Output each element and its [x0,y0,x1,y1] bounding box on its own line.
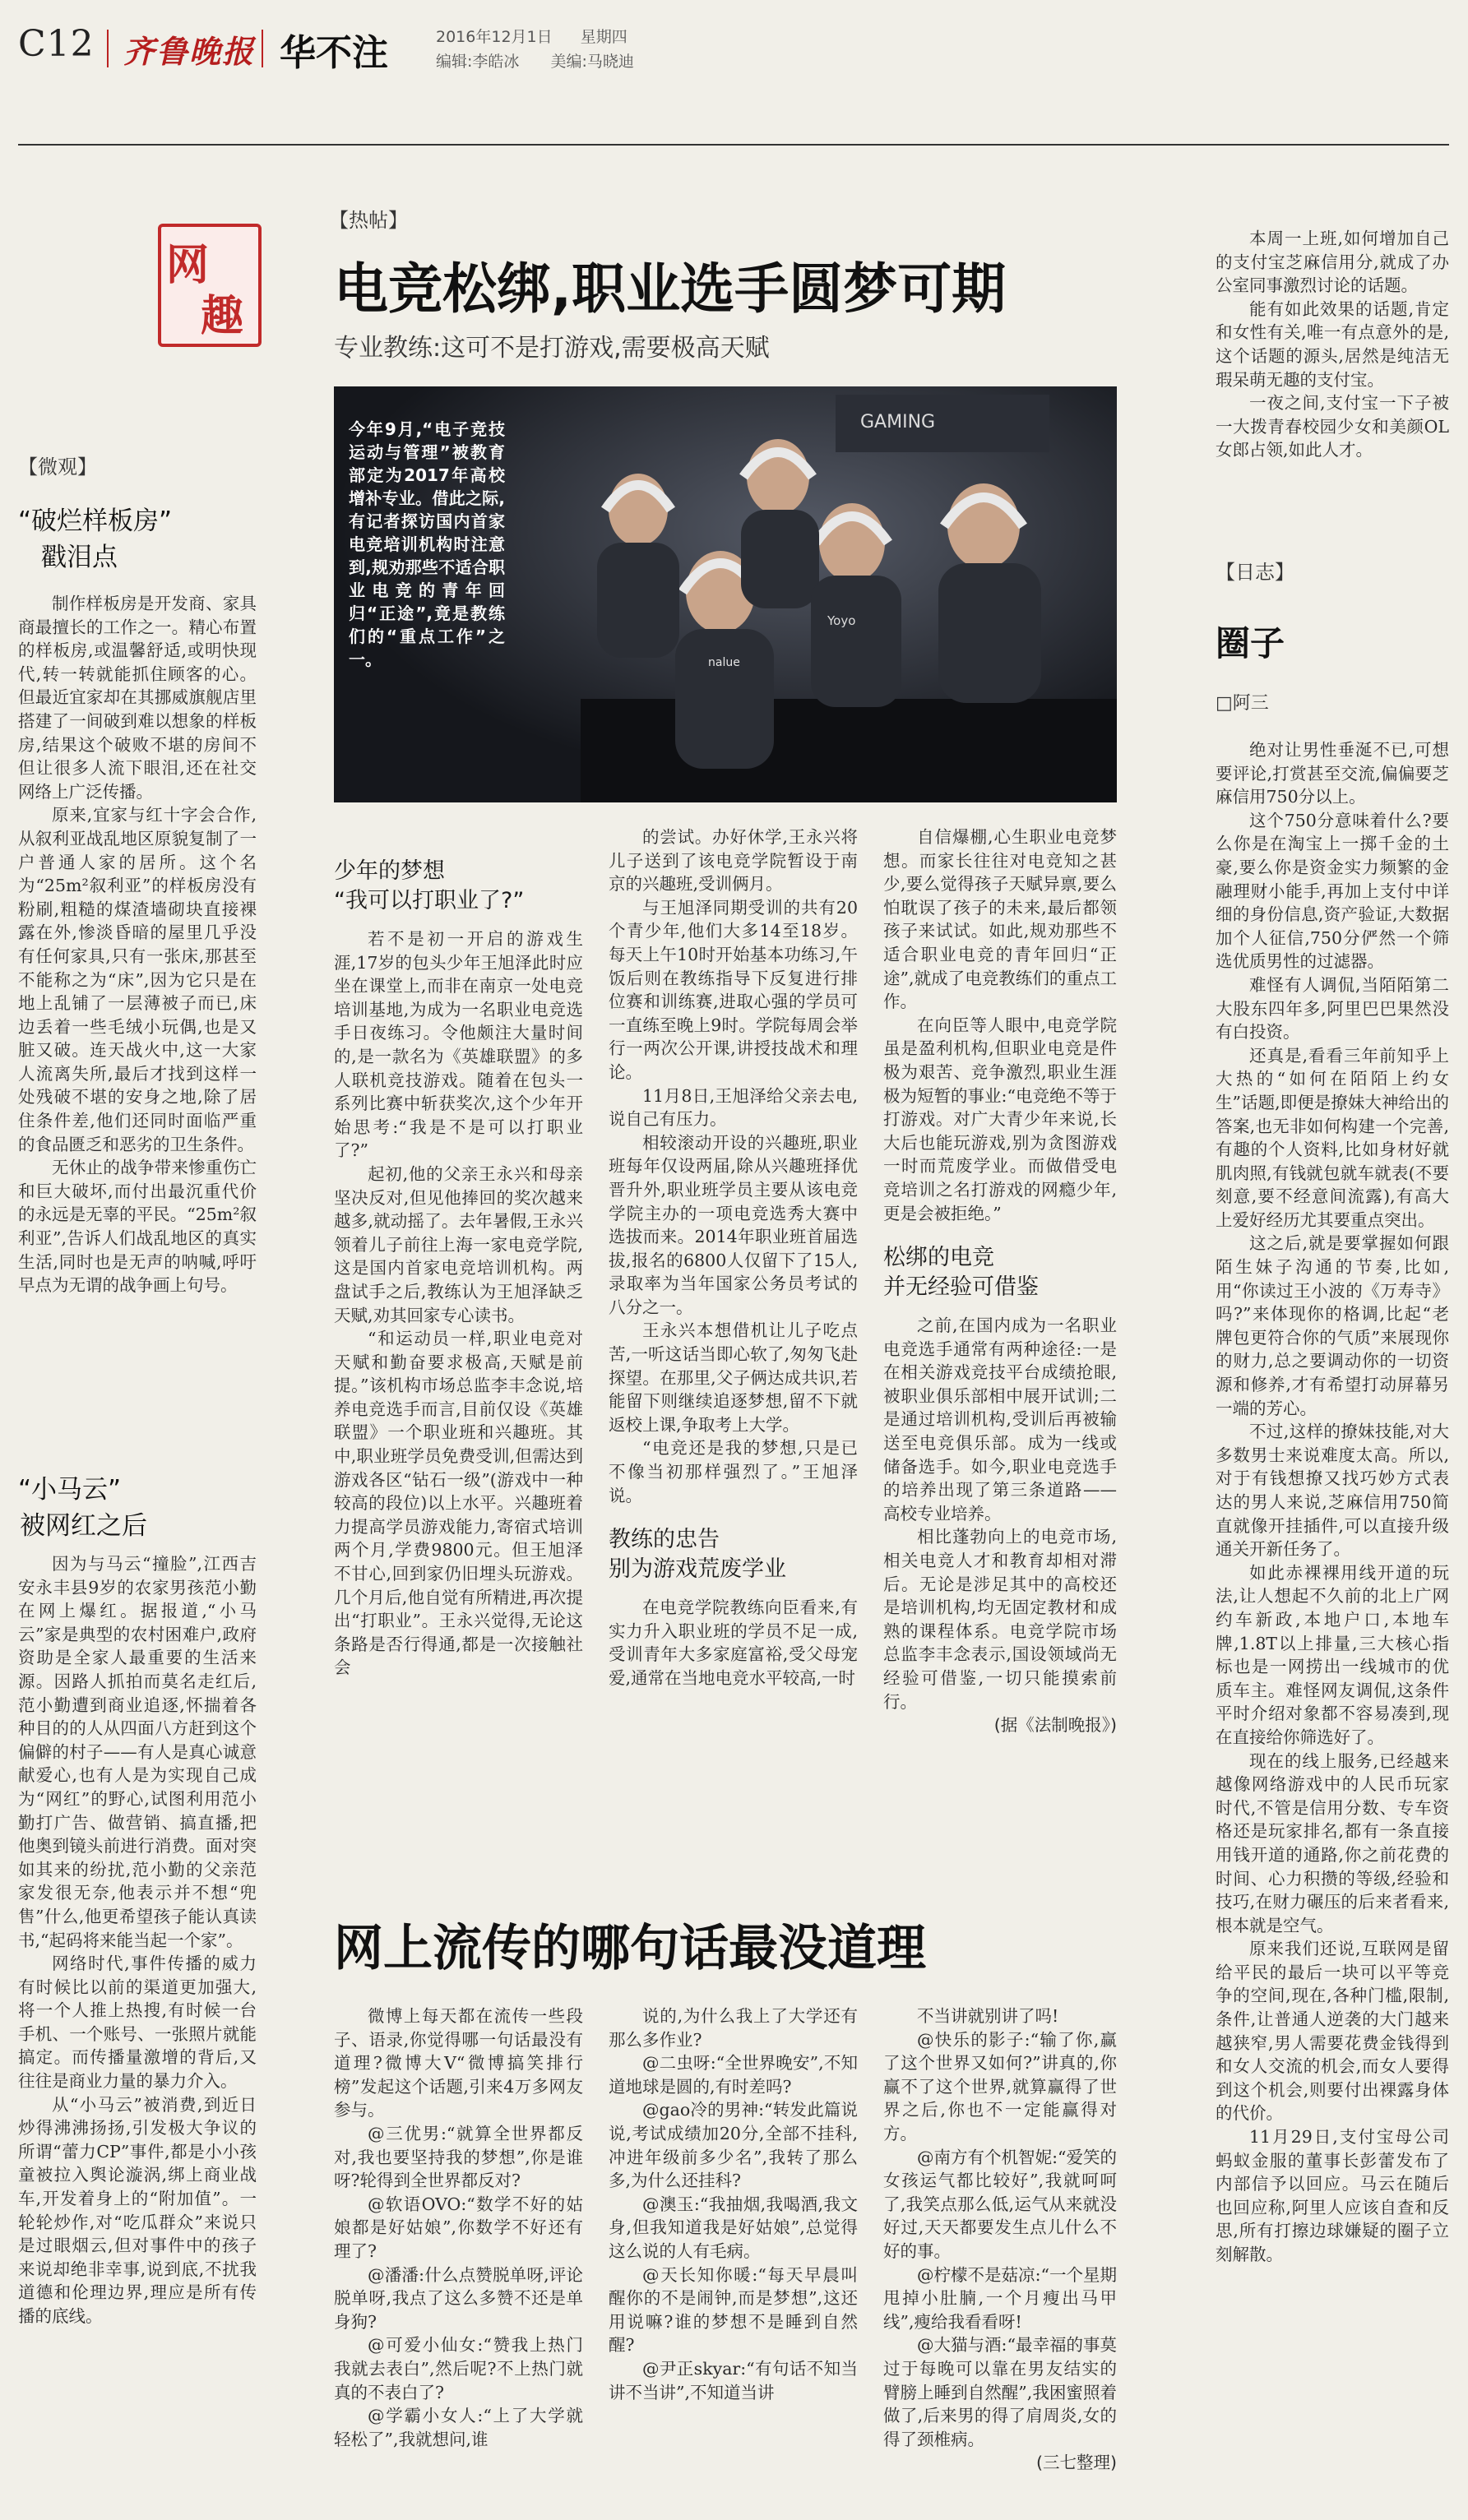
hot-title: 电竞松绑,职业选手圆梦可期 [334,257,1007,321]
paragraph: 自信爆棚,心生职业电竞梦想。而家长往往对电竞知之甚少,要么觉得孩子天赋异禀,要么怕耽误了孩子的未来,最后都领孩子来试试。如此,规劝那些不适合职业电竞的青年回归“正途”,就成了电竞教练们的重点工作。 [883,827,1117,1012]
sub-heading-line: “我可以打职业了?” [334,888,525,913]
paragraph: @尹正skyar:“有句话不知当讲不当讲”,不知道当讲 [609,2358,858,2402]
paragraph: “电竞还是我的梦想,只是已不像当初那样强烈了。”王旭泽说。 [609,1438,858,1505]
hot-col-3 [883,825,1117,1737]
paragraph: 一夜之间,支付宝一下子被一大拨青春校园少女和美颜OL女郎占领,如此人才。 [1216,393,1449,460]
sub-heading-line: 少年的梦想 [334,858,445,884]
source-credit: (据《法制晚报》) [993,1715,1117,1736]
weekday: 星期四 [580,28,627,46]
esports-photo [334,386,1117,802]
paragraph: @潘潘:什么点赞脱单呀,评论脱单呀,我点了这么多赞不还是单身狗? [334,2264,583,2332]
paragraph: 在电竞学院教练向臣看来,有实力升入职业班的学员不足一成,受训青年大多家庭富裕,受父母宠爱,通常在当地电竞水平较高,一时 [609,1598,858,1688]
paragraph: 因为与马云“撞脸”,江西吉安永丰县9岁的农家男孩范小勤在网上爆红。据报道,“小马云”家是典型的农村困难户,政府资助是全家人最重要的生活来源。因路人抓拍而莫名走红后,范小勤遭到商业追逐,怀揣着各种目的的人从四面八方赶到这个偏僻的村子——有人是真心诚意献爱心,也有人是为实现自己成为“网红”的野心,试图利用范小勤打广告、做营销、搞直播,把他奥到镜头前进行消费。面对突如其来的纷扰,范小勤的父亲范家发很无奈,他表示并不想“兜售”什么,他更希望孩子能认真读书,“起码将来能当起一个家”。 [18,1554,257,1950]
micro-tag: 【微观】 [18,455,97,479]
paragraph: 在向臣等人眼中,电竞学院虽是盈利机构,但职业电竞是件极为艰苦、竞争激烈,职业生涯极为短暂的事业:“电竞绝不等于打游戏。对广大青少年来说,长大后也能玩游戏,别为贪图游戏一时而荒废学业。而做借受电竞培训之名打游戏的网瘾少年,更是会被拒绝。” [883,1015,1117,1223]
paragraph: 难怪有人调侃,当陌陌第二大股东四年多,阿里巴巴果然没有白投资。 [1216,974,1449,1043]
sub-heading [334,857,583,916]
micro-head-2 [18,1472,147,1544]
micro-head-2-line-1: “小马云” [18,1475,122,1505]
paragraph: 这之后,就是要掌握如何跟陌生妹子沟通的节奏,比如,用“你读过王小波的《万寿寺》吗?”来体现你的格调,比起“老牌包更符合你的气质”来展现你的财力,总之要调动你的一切资源和修养,才有希望打动屏幕另一端的芳心。 [1216,1233,1449,1418]
hot-col-1 [334,839,583,1680]
diary-author: □阿三 [1216,693,1269,714]
paragraph: 无休止的战争带来惨重伤亡和巨大破坏,而付出最沉重代价的永远是无辜的平民。“25m²叙利亚”,告诉人们战乱地区的真实生活,同时也是无声的呐喊,呼吁早点为无谓的战争画上句号。 [18,1158,257,1296]
masthead-rule [18,144,1449,146]
paragraph: 制作样板房是开发商、家具商最擅长的工作之一。精心布置的样板房,或温馨舒适,或明快现代,转一转就能抓住顾客的心。但最近宜家却在其挪威旗舰店里搭建了一间破到难以想象的样板房,结果这个破败不堪的房间不但让很多人流下眼泪,还在社交网络上广泛传播。 [18,594,257,802]
paragraph: 能有如此效果的话题,肯定和女性有关,唯一有点意外的是,这个话题的源头,居然是纯洁无瑕呆萌无趣的支付宝。 [1216,298,1449,390]
badge-char-2: 趣 [201,291,244,341]
micro-head-1-line-2: 戳泪点 [41,543,118,572]
paragraph: 相比蓬勃向上的电竞市场,相关电竞人才和教育却相对滞后。无论是涉足其中的高校还是培训机构,均无固定教材和成熟的课程体系。电竞学院市场总监李丰念表示,国设领域尚无经验可借鉴,一切只能摸索前行。 [883,1527,1117,1712]
masthead-divider [107,30,109,67]
paragraph: 之前,在国内成为一名职业电竞选手通常有两种途径:一是在相关游戏竞技平台成绩抢眼,被职业俱乐部相中展开试训;二是通过培训机构,受训后再被输送至电竞俱乐部。成为一线或储备选手。如今,职业电竞选手的培养出现了第三条道路——高校专业培养。 [883,1315,1117,1524]
editor: 编辑:李皓冰 [436,53,520,71]
paragraph: 绝对让男性垂涎不已,可想要评论,打赏甚至交流,偏偏要芝麻信用750分以上。 [1216,740,1449,807]
section-name: 华不注 [280,32,388,74]
diary-body [1216,738,1449,2267]
paragraph: @柠檬不是菇凉:“一个星期甩掉小肚腩,一个月瘦出马甲线”,瘦给我看看呀! [883,2264,1117,2332]
paragraph: @三优男:“就算全世界都反对,我也要坚持我的梦想”,你是谁呀?轮得到全世界都反对? [334,2123,583,2191]
paragraph: 原来,宜家与红十字会合作,从叙利亚战乱地区原貌复制了一户普通人家的居所。这个名为“25m²叙利亚”的样板房没有粉刷,粗糙的煤渣墙砌块直接裸露在外,惨淡昏暗的屋里几乎没有任何家具,只有一张床,那甚至不能称之为“床”,因为它只是在地上乱铺了一层薄被子而已,床边丢着一些毛绒小玩偶,也是又脏又破。连天战火中,这一大家人流离失所,最后才找到这样一处残破不堪的安身之地,除了居住条件差,他们还同时面临严重的食品匮乏和恶劣的卫生条件。 [18,805,257,1154]
micro-head-2-line-2: 被网红之后 [20,1511,147,1541]
photo-shirt-label-2: nalue [708,656,740,669]
sub-heading [609,1525,858,1584]
paragraph: 原来我们还说,互联网是留给平民的最后一块可以平等竞争的空间,现在,各种门槛,限制,条件,让普通人逆袭的大门越来越狭窄,男人需要花费金钱得到和女人交流的机会,而女人要得到这个机会,则要付出裸露身体的代价。 [1216,1939,1449,2124]
paragraph: 11月8日,王旭泽给父亲去电,说自己有压力。 [609,1085,858,1130]
paragraph: @快乐的影子:“输了你,赢了这个世界又如何?”讲真的,你赢不了这个世界,就算赢得了世界之后,你也不一定能赢得对方。 [883,2029,1117,2143]
paragraph: @gao冷的男神:“转发此篇说说,考试成绩加20分,全部不挂科,冲进年级前多少名”,我转了那么多,为什么还挂科? [609,2100,858,2191]
paragraph: 本周一上班,如何增加自己的支付宝芝麻信用分,就成了办公室同事激烈讨论的话题。 [1216,229,1449,296]
paragraph: 这个750分意味着什么?要么你是在淘宝上一掷千金的土豪,要么你是资金实力频繁的金融理财小能手,再加上支付中详细的身份信息,资产验证,大数据加个人征信,750分俨然一个筛选优质男性的过滤器。 [1216,810,1449,972]
paragraph: @大猫与酒:“最幸福的事莫过于每晚可以靠在男友结实的臂膀上睡到自然醒”,我困蜜照着做了,后来男的得了肩周炎,女的得了颈椎病。 [883,2335,1117,2449]
masthead-staff [436,49,634,72]
paper-logo: 齐鲁晚报 [123,33,256,70]
paragraph: 说的,为什么我上了大学还有那么多作业? [609,2006,858,2050]
paragraph: @可爱小仙女:“赞我上热门我就去表白”,然后呢?不上热门就真的不表白了? [334,2335,583,2402]
paragraph: @澳玉:“我抽烟,我喝酒,我文身,但我知道我是好姑娘”,总觉得这么说的人有毛病。 [609,2194,858,2261]
masthead-date [436,25,627,47]
masthead [0,0,1468,82]
bottom-col-3 [883,2004,1117,2475]
photo-sign-1: GAMING [860,412,936,432]
masthead-divider [262,30,263,67]
micro-body-1 [18,592,257,1297]
diary-tag: 【日志】 [1216,561,1294,584]
paragraph: @二虫呀:“全世界晚安”,不知道地球是圆的,有时差吗? [609,2053,858,2097]
hot-subtitle: 专业教练:这可不是打游戏,需要极高天赋 [334,334,770,363]
paragraph: 还真是,看看三年前知乎上大热的“如何在陌陌上约女生”话题,即便是撩妹大神给出的答案,也无非如何构建一个完善,有趣的个人资料,比如身材好就肌肉照,有钱就包就车就表(不要刻意,要不经意间流露),有高大上爱好经历尤其要重点突出。 [1216,1045,1449,1230]
paragraph: 相较滚动开设的兴趣班,职业班每年仅设两届,除从兴趣班择优晋升外,职业班学员主要从该电竞学院主办的一项电竞选秀大赛中选拔而来。2014年职业班首届选拔,报名的6800人仅留下了15人,录取率为当年国家公务员考试的八分之一。 [609,1132,858,1317]
sub-heading-line: 松绑的电竞 [883,1245,994,1271]
paragraph: 微博上每天都在流传一些段子、语录,你觉得哪一句话最没有道理?微博大V“微博搞笑排行榜”发起这个话题,引来4万多网友参与。 [334,2006,583,2120]
paragraph: 不当讲就别讲了吗! [917,2006,1059,2026]
paragraph: 从“小马云”被消费,到近日炒得沸沸扬扬,引发极大争议的所谓“蕾力CP”事件,都是小小孩童被拉入舆论漩涡,绑上商业战车,开发着身上的“附加值”。一轮轮炒作,对“吃瓜群众”来说只是过眼烟云,但对事件中的孩子来说却绝非幸事,说到底,不扰我道德和伦理边界,理应是所有传播的底线。 [18,2094,257,2326]
sub-heading [883,1243,1117,1302]
section-badge [158,224,262,347]
paragraph: @软语OVO:“数学不好的姑娘都是好姑娘”,你数学不好还有理了? [334,2194,583,2261]
hot-col-2 [609,825,858,1690]
hot-tag: 【热帖】 [329,209,408,232]
paragraph: 11月29日,支付宝母公司蚂蚁金服的董事长彭蕾发布了内部信予以回应。马云在随后也回应称,阿里人应该自查和反思,所有打擦边球嫌疑的圈子立刻解散。 [1216,2127,1449,2264]
sub-heading-line: 教练的忠告 [609,1527,720,1553]
bottom-title: 网上流传的哪句话最没道理 [334,1920,926,1977]
paragraph: 的尝试。办好休学,王永兴将儿子送到了该电竞学院暂设于南京的兴趣班,受训俩月。 [609,827,858,895]
bottom-col-1 [334,2004,583,2451]
micro-head-1-line-1: “破烂样板房” [18,506,173,536]
badge-char-1: 网 [166,240,210,290]
diary-intro [1216,227,1449,462]
sub-heading-line: 并无经验可借鉴 [883,1274,1039,1301]
bottom-col-2 [609,2004,858,2404]
date: 2016年12月1日 [436,28,553,46]
paragraph: 与王旭泽同期受训的共有20个青少年,他们大多14至18岁。每天上午10时开始基本功练习,午饭后则在教练指导下反复进行排位赛和训练赛,进取心强的学员可一直练至晚上9时。学院每周会举行一两次公开课,讲授技战术和理论。 [609,897,858,1082]
source-credit: (三七整理) [1036,2453,1117,2473]
sub-heading-line: 别为游戏荒废学业 [609,1556,786,1583]
micro-body-2 [18,1552,257,2328]
paragraph: 起初,他的父亲王永兴和母亲坚决反对,但见他捧回的奖次越来越多,就动摇了。去年暑假,王永兴领着儿子前往上海一家电竞学院,这是国内首家电竞培训机构。两盘试手之后,教练认为王旭泽缺乏天赋,劝其回家专心读书。 [334,1163,583,1325]
page-number: C12 [18,23,95,65]
designer: 美编:马晓迪 [550,53,634,71]
paragraph: @天长知你暖:“每天早晨叫醒你的不是闹钟,而是梦想”,这还用说嘛?谁的梦想不是睡到自然醒? [609,2264,858,2356]
paragraph: 如此赤裸裸用线开道的玩法,让人想起不久前的北上广网约车新政,本地户口,本地车牌,1.8T以上排量,三大核心指标也是一网捞出一线城市的优质车主。难怪网友调侃,这条件平时介绍对象都不容易凑到,现在直接给你筛选好了。 [1216,1562,1449,1747]
paragraph: 王永兴本想借机让儿子吃点苦,一听这话当即心软了,匆匆飞赴探望。在那里,父子俩达成共识,若能留下则继续追逐梦想,留不下就返校上课,争取考上大学。 [609,1320,858,1435]
paragraph: 若不是初一开启的游戏生涯,17岁的包头少年王旭泽此时应坐在课堂上,而非在南京一处电竞培训基地,为成为一名职业电竞选手日夜练习。令他颇注大量时间的,是一款名为《英雄联盟》的多人联机竞技游戏。随着在包头一系列比赛中斩获奖次,这个少年开始思考:“我是不是可以打职业了?” [334,929,583,1161]
photo-lead-text: 今年9月,“电子竞技运动与管理”被教育部定为2017年高校增补专业。借此之际,有记者探访国内首家电竞培训机构时注意到,规劝那些不适合职业电竞的青年回归“正途”,竟是教练们的“重点工作”之一。 [349,419,505,669]
paragraph: 现在的线上服务,已经越来越像网络游戏中的人民币玩家时代,不管是信用分数、专车资格还是玩家排名,都有一条直接用钱开道的通路,你之前花费的时间、心力积攒的等级,经验和技巧,在财力碾压的后来者看来,根本就是空气。 [1216,1750,1449,1935]
paragraph: @学霸小女人:“上了大学就轻松了”,我就想问,谁 [334,2406,583,2449]
photo-shirt-label: Yoyo [827,613,856,628]
paragraph: @南方有个机智妮:“爱笑的女孩运气都比较好”,我就呵呵了,我笑点那么低,运气从来就没好过,天天都要发生点儿什么不好的事。 [883,2147,1117,2261]
micro-head-1 [18,503,172,576]
paragraph: 不过,这样的撩妹技能,对大多数男士来说难度太高。所以,对于有钱想撩又找巧妙方式表达的男人来说,芝麻信用750简直就像开挂插件,可以直接升级通关开新任务了。 [1216,1422,1449,1560]
paragraph: “和运动员一样,职业电竞对天赋和勤奋要求极高,天赋是前提。”该机构市场总监李丰念说,培养电竞选手而言,目前仅设《英雄联盟》一个职业班和兴趣班。其中,职业班学员免费受训,但需达到游戏各区“钻石一级”(游戏中一种较高的段位)以上水平。兴趣班着力提高学员游戏能力,寄宿式培训两个月,学费9800元。但王旭泽不甘心,回到家仍旧埋头玩游戏。几个月后,他自觉有所精进,再次提出“打职业”。王永兴觉得,无论这条路是否行得通,都是一次接触社会 [334,1329,583,1678]
paragraph: 网络时代,事件传播的威力有时候比以前的渠道更加强大,将一个人推上热搜,有时候一台手机、一个账号、一张照片就能搞定。而传播量激增的背后,又往往是商业力量的暴力介入。 [18,1954,257,2092]
diary-title: 圈子 [1216,623,1285,664]
